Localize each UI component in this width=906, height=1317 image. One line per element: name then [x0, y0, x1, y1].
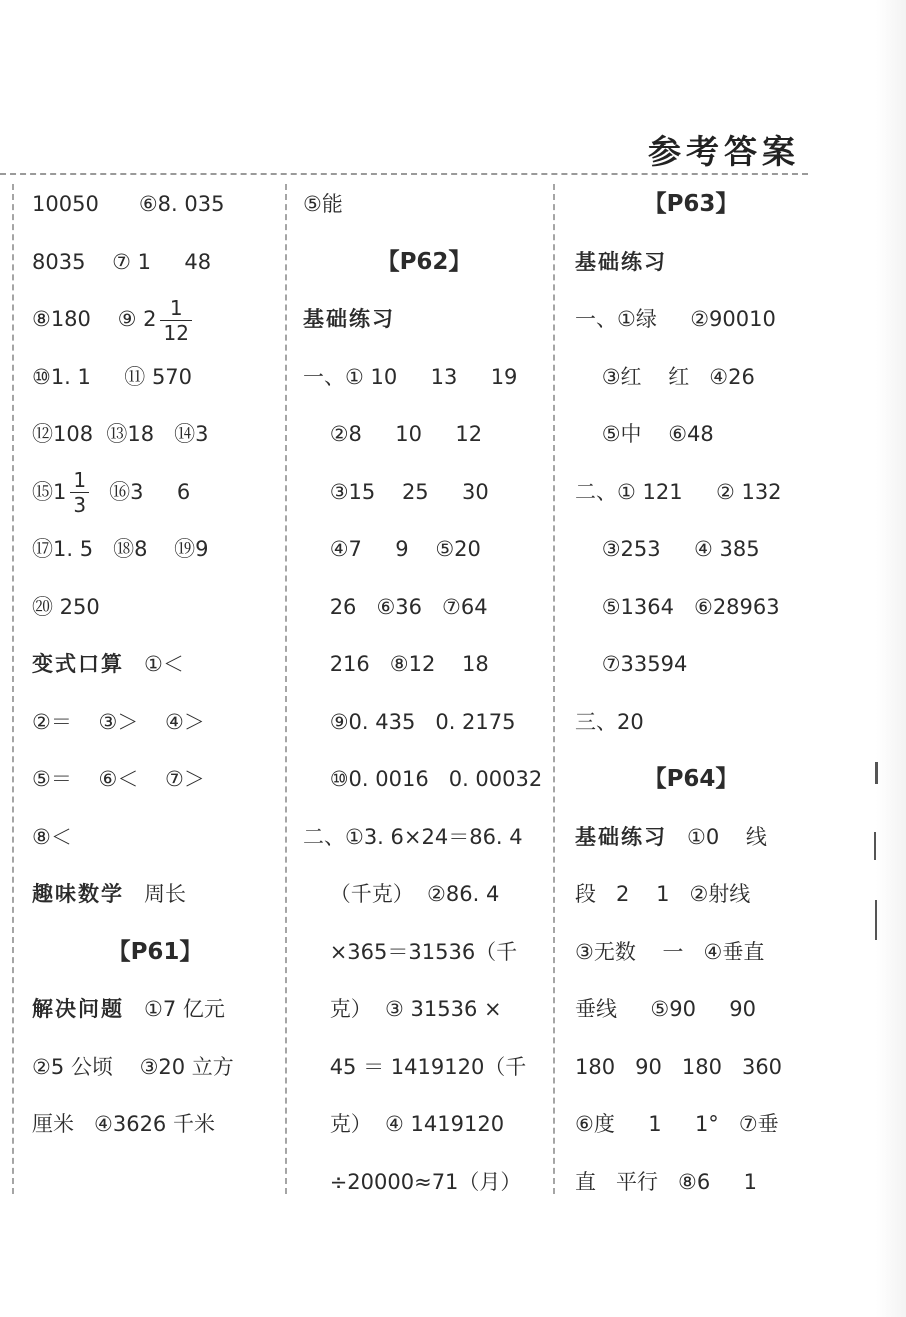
answer-line [303, 1039, 545, 1097]
answer-line [32, 1096, 278, 1154]
answer-line [32, 636, 278, 694]
answer-text: 【P62】 [376, 248, 472, 275]
section-heading: 趣味数学 [32, 882, 124, 906]
answer-line [575, 694, 807, 752]
answer-text: ⑩0. 0016 0. 00032 [303, 767, 543, 791]
fraction-numerator: 1 [73, 468, 87, 492]
answer-text: ②5 公顷 ③20 立方 [32, 1054, 234, 1079]
fraction-denominator: 12 [160, 320, 191, 343]
answer-line [575, 1039, 807, 1097]
answer-text: ③253 ④ 385 [575, 537, 760, 561]
answer-text: 一、① 10 13 19 [303, 364, 518, 389]
answer-text: ⑤1364 ⑥28963 [575, 594, 780, 619]
answer-text: 180 90 180 360 [575, 1054, 783, 1079]
answer-text: 直 平行 ⑧6 1 [575, 1169, 757, 1194]
answer-line [575, 866, 807, 924]
answer-line [32, 809, 278, 867]
answer-line [575, 1096, 807, 1154]
scan-mark [875, 762, 878, 784]
answer-text: ⑤中 ⑥48 [575, 422, 714, 446]
answer-line [32, 694, 278, 752]
answer-column-2 [303, 176, 545, 1211]
answer-line [303, 751, 545, 809]
answer-line [303, 694, 545, 752]
answer-text: ⑧180 ⑨ 2 [32, 307, 157, 331]
answer-text: 厘米 ④3626 千米 [32, 1112, 215, 1136]
answer-text: ③15 25 30 [303, 479, 489, 504]
answer-text: ⑮1 [32, 479, 67, 504]
answer-line [303, 464, 545, 522]
section-heading: 解决问题 [32, 997, 124, 1021]
answer-text: 周长 [124, 882, 187, 906]
answer-line [32, 579, 278, 637]
answer-line [575, 406, 807, 464]
section-page-label [575, 751, 807, 809]
answer-line [303, 291, 545, 349]
scan-mark [874, 832, 876, 860]
answer-line [303, 1154, 545, 1212]
section-heading: 基础练习 [575, 824, 667, 849]
answer-line [575, 349, 807, 407]
answer-line [32, 349, 278, 407]
answer-text: 垂线 ⑤90 90 [575, 997, 757, 1021]
answer-text: 26 ⑥36 ⑦64 [303, 594, 488, 619]
answer-line [575, 579, 807, 637]
fraction-denominator: 3 [70, 492, 89, 515]
answer-text: 段 2 1 ②射线 [575, 882, 751, 906]
answer-line [303, 349, 545, 407]
answer-text: 10050 ⑥8. 035 [32, 192, 225, 216]
fraction-numerator: 1 [169, 295, 183, 320]
answer-line [575, 924, 807, 982]
answer-text: ÷20000≈71（月） [303, 1169, 522, 1194]
section-heading: 基础练习 [575, 249, 667, 274]
answer-line [32, 521, 278, 579]
answer-text: ②8 10 12 [303, 422, 483, 446]
answer-line [32, 981, 278, 1039]
answer-line [575, 464, 807, 522]
answer-text: ④7 9 ⑤20 [303, 537, 481, 561]
answer-line [303, 866, 545, 924]
fraction [160, 295, 191, 345]
answer-line [32, 1039, 278, 1097]
answer-column-3 [575, 176, 807, 1211]
answer-line [575, 521, 807, 579]
answer-line [32, 406, 278, 464]
answer-text: 二、①3. 6×24＝86. 4 [303, 824, 523, 849]
answer-line [575, 981, 807, 1039]
answer-text: （千克） ②86. 4 [303, 882, 500, 906]
answer-line [303, 521, 545, 579]
answer-text: ①0 线 [667, 824, 767, 849]
answer-text: ③红 红 ④26 [575, 364, 755, 389]
answer-line [303, 924, 545, 982]
answer-text: ⑧＜ [32, 824, 72, 849]
page-title: 参考答案 [648, 132, 800, 171]
answer-text: 二、① 121 ② 132 [575, 479, 782, 504]
answer-line [32, 291, 278, 349]
answer-line [575, 291, 807, 349]
answer-line [303, 636, 545, 694]
answer-text: ⑰1. 5 ⑱8 ⑲9 [32, 537, 209, 561]
answer-line [303, 579, 545, 637]
answer-column-1 [32, 176, 278, 1154]
answer-line [303, 406, 545, 464]
answer-line [32, 464, 278, 522]
answer-line [575, 1154, 807, 1212]
answer-text: ①＜ [124, 652, 184, 676]
answer-text: 克） ④ 1419120 [303, 1112, 505, 1136]
answer-line [32, 751, 278, 809]
answer-text: ①7 亿元 [124, 997, 225, 1021]
page-edge-shadow [876, 0, 906, 1317]
answer-text: 【P64】 [643, 766, 739, 792]
answer-text: 【P63】 [643, 191, 739, 217]
section-page-label [575, 176, 807, 234]
answer-text: ⑦33594 [575, 652, 688, 676]
answer-text: 【P61】 [107, 938, 203, 965]
answer-line [303, 809, 545, 867]
answer-text: ②＝ ③＞ ④＞ [32, 709, 205, 734]
answer-line [303, 1096, 545, 1154]
answer-text: 克） ③ 31536 × [303, 997, 502, 1021]
fraction [70, 470, 89, 515]
section-heading: 变式口算 [32, 652, 124, 676]
answer-line [303, 176, 545, 234]
answer-line [575, 636, 807, 694]
answer-text: ⑥度 1 1° ⑦垂 [575, 1112, 779, 1136]
scan-mark [875, 900, 877, 940]
header-divider [0, 173, 808, 175]
section-page-label [303, 234, 545, 292]
answer-text: 一、①绿 ②90010 [575, 307, 776, 331]
answer-line [575, 234, 807, 292]
answer-text: ⑯3 6 [89, 479, 191, 504]
answer-text: ⑨0. 435 0. 2175 [303, 709, 516, 734]
answer-text: ×365＝31536（千 [303, 939, 518, 964]
answer-text: ⑤＝ ⑥＜ ⑦＞ [32, 767, 205, 791]
column-divider-right [553, 184, 555, 1194]
section-page-label [32, 924, 278, 982]
column-divider-left [12, 184, 14, 1194]
answer-line [303, 981, 545, 1039]
answer-line [32, 866, 278, 924]
answer-text: 45 ＝ 1419120（千 [303, 1054, 527, 1079]
column-divider-middle [285, 184, 287, 1194]
answer-line [575, 809, 807, 867]
answer-text: ⑤能 [303, 192, 343, 216]
answer-text: ③无数 一 ④垂直 [575, 939, 765, 964]
answer-text: ⑫108 ⑬18 ⑭3 [32, 422, 209, 446]
answer-text: 8035 ⑦ 1 48 [32, 249, 212, 274]
answer-text: ⑳ 250 [32, 594, 100, 619]
answer-text: ⑩1. 1 ⑪ 570 [32, 364, 193, 389]
section-heading: 基础练习 [303, 307, 395, 331]
answer-text: 三、20 [575, 709, 644, 734]
answer-line [32, 234, 278, 292]
answer-line [32, 176, 278, 234]
answer-text: 216 ⑧12 18 [303, 652, 489, 676]
